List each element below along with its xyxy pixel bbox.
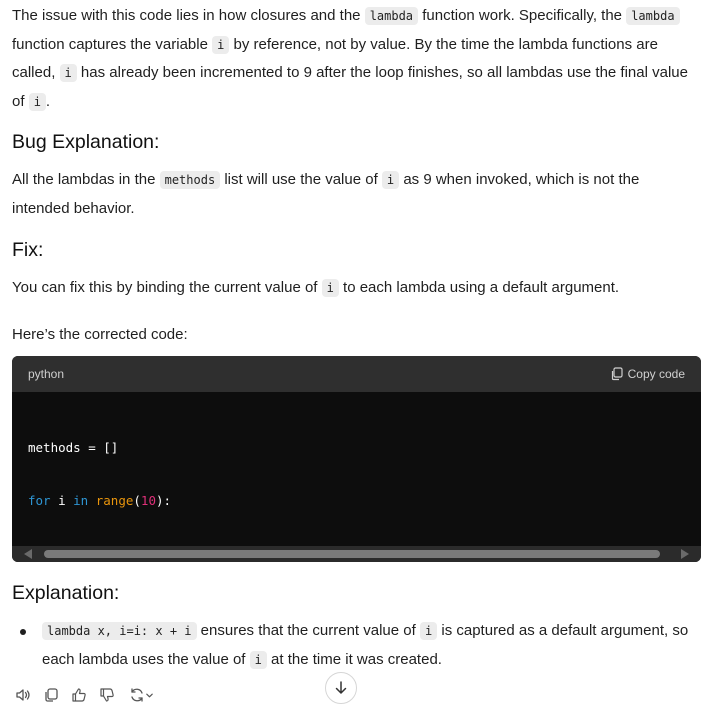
copy-code-label: Copy code — [627, 367, 685, 381]
paragraph-intro — [12, 2, 700, 116]
regenerate-icon — [129, 687, 145, 703]
inline-code: i — [29, 93, 46, 111]
text: at the time it was created. — [266, 650, 442, 668]
code-header — [12, 356, 701, 392]
code-keyword: for — [28, 493, 51, 509]
code-text: methods = [] — [28, 440, 119, 455]
speaker-icon — [15, 687, 31, 703]
inline-code: i — [420, 622, 437, 640]
code-language-label: python — [28, 367, 65, 381]
code-text: i — [50, 493, 74, 509]
read-aloud-button[interactable] — [14, 686, 32, 704]
copy-icon — [610, 367, 624, 381]
code-line — [28, 489, 698, 512]
text: All the lambdas in the — [12, 171, 160, 188]
code-text — [88, 493, 96, 508]
text: . — [45, 92, 51, 110]
inline-code: methods — [160, 171, 221, 189]
copy-icon — [43, 687, 59, 703]
inline-code: lambda — [626, 7, 679, 25]
text: to each lambda using a default argument. — [338, 279, 620, 296]
inline-code: i — [60, 64, 77, 82]
paragraph-bug — [12, 166, 682, 222]
text: function work. Specifically, the — [418, 7, 627, 24]
bad-response-button[interactable] — [98, 686, 116, 704]
text: list will use the value of — [220, 171, 382, 188]
bullet-dot — [20, 629, 26, 635]
text: as 9 when invoked, which is not the intended behavior. — [12, 171, 640, 217]
text: ensures that the current value of — [196, 622, 420, 639]
code-function: range — [95, 493, 134, 509]
regenerate-button[interactable] — [126, 686, 156, 704]
good-response-button[interactable] — [70, 686, 88, 704]
horizontal-scrollbar[interactable] — [12, 546, 701, 562]
inline-code: lambda x, i=i: x + i — [42, 622, 197, 640]
inline-code: i — [250, 651, 267, 669]
message-actions-toolbar — [14, 686, 156, 704]
text: has already been incremented to 9 after the loop finishes, so all lambdas use the final value of — [12, 64, 688, 110]
thumbs-up-icon — [71, 687, 87, 703]
scroll-to-bottom-button[interactable] — [325, 672, 357, 704]
chevron-down-icon — [145, 691, 154, 700]
text: function captures the variable — [12, 35, 213, 53]
text: The issue with this code lies in how closures and the — [12, 7, 365, 24]
heading-bug-explanation: Bug Explanation: — [12, 131, 160, 153]
text: You can fix this by binding the current value of — [12, 279, 322, 296]
code-content[interactable] — [28, 406, 698, 562]
text: is captured as a default argument, so each lambda uses the value of — [42, 622, 689, 668]
paragraph-corrected: Here’s the corrected code: — [12, 326, 188, 343]
inline-code: i — [322, 279, 339, 297]
heading-fix: Fix: — [12, 239, 44, 261]
code-text: ): — [155, 493, 172, 509]
code-line — [28, 436, 698, 459]
heading-explanation: Explanation: — [12, 582, 120, 604]
paragraph-fix — [12, 274, 702, 303]
inline-code: i — [212, 36, 229, 54]
code-keyword: in — [73, 493, 89, 509]
arrow-down-icon — [334, 681, 348, 695]
scroll-left-arrow-icon[interactable] — [24, 549, 32, 559]
scroll-thumb[interactable] — [44, 550, 660, 558]
code-block — [12, 356, 701, 562]
bullet-item — [42, 617, 702, 674]
scroll-right-arrow-icon[interactable] — [681, 549, 689, 559]
thumbs-down-icon — [99, 687, 115, 703]
inline-code: lambda — [365, 7, 418, 25]
code-number: 10 — [140, 493, 156, 509]
inline-code: i — [382, 171, 399, 189]
copy-code-button[interactable] — [610, 367, 685, 381]
copy-response-button[interactable] — [42, 686, 60, 704]
code-text: ( — [133, 493, 141, 509]
text: by reference, not by value. By the time the lambda functions are called, — [12, 35, 658, 81]
